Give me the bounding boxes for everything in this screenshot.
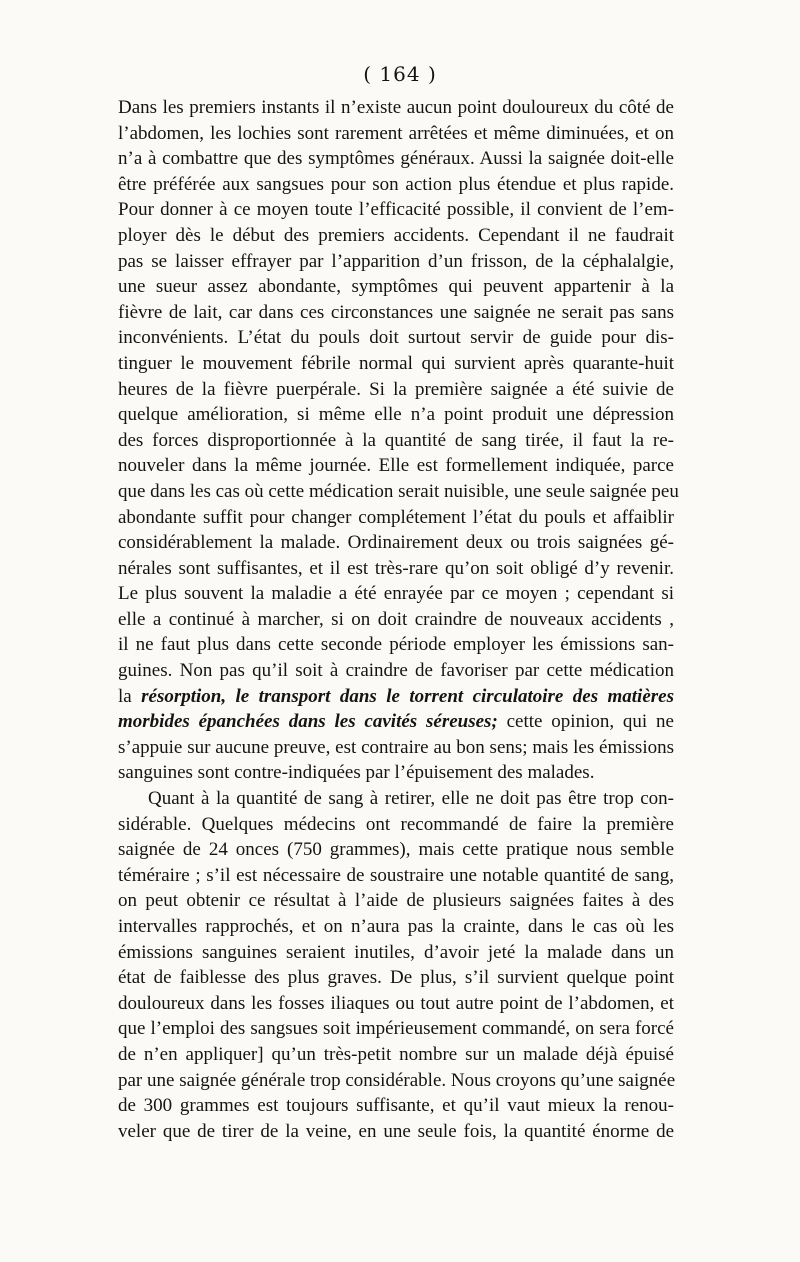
text-line-emphasis — [118, 684, 674, 710]
text-line: Quant à la quantité de sang à retirer, elle ne doit pas être trop con- — [148, 788, 674, 810]
paragraph-2 — [118, 786, 674, 1144]
text-line: que l’emploi des sangsues soit impérieusement commandé, on sera forcé — [118, 1018, 674, 1040]
text-line: ployer dès le début des premiers accidents. Cependant il ne faudrait — [118, 224, 674, 246]
text-line: nouveler dans la même journée. Elle est formellement indiquée, parce — [118, 455, 674, 477]
text-line: état de faiblesse des plus graves. De plus, s’il survient quelque point — [118, 967, 674, 989]
text-line: n’a à combattre que des symptômes généraux. Aussi la saignée doit-elle — [118, 148, 674, 170]
text-line: de 300 grammes est toujours suffisante, et qu’il vaut mieux la renou- — [118, 1095, 674, 1117]
text-line: Dans les premiers instants il n’existe aucun point douloureux du côté de — [118, 97, 674, 118]
text-line: il ne faut plus dans cette seconde période employer les émissions san- — [118, 634, 674, 656]
text-line: fièvre de lait, car dans ces circonstances une saignée ne serait pas sans — [118, 301, 674, 323]
text-line: des forces disproportionnée à la quantité de sang tirée, il faut la re- — [118, 429, 674, 451]
text-line: abondante suffit pour changer complétement l’état du pouls et affaiblir — [118, 506, 674, 528]
paragraph-1 — [118, 95, 679, 786]
text-line: on peut obtenir ce résultat à l’aide de plusieurs saignées faites à des — [118, 890, 674, 912]
text-line-emphasis — [118, 709, 674, 735]
text-line: par une saignée générale trop considérable. Nous croyons qu’une saignée — [118, 1069, 676, 1091]
text-line: considérablement la malade. Ordinairement deux ou trois saignées gé- — [118, 532, 674, 554]
text-line: une sueur assez abondante, symptômes qui peuvent appartenir à la — [118, 276, 674, 298]
text-line: sidérable. Quelques médecins ont recommandé de faire la première — [118, 813, 674, 835]
text-line: nérales sont suffisantes, et il est très-rare qu’on soit obligé d’y revenir. — [118, 557, 674, 579]
text-line: de n’en appliquer] qu’un très-petit nombre sur un malade déjà épuisé — [118, 1043, 674, 1065]
text-line: elle a continué à marcher, si on doit craindre de nouveaux accidents , — [118, 608, 674, 630]
text-line: intervalles rapprochés, et on n’aura pas la crainte, dans le cas où les — [118, 916, 674, 937]
text-line: être préférée aux sangsues pour son action plus étendue et plus rapide. — [118, 173, 674, 195]
text-line: s’appuie sur aucune preuve, est contraire au bon sens; mais les émissions — [118, 736, 674, 758]
text-line: guines. Non pas qu’il soit à craindre de favoriser par cette médication — [118, 660, 674, 682]
text-fragment: la — [118, 685, 142, 707]
text-line: l’abdomen, les lochies sont rarement arrêtées et même diminuées, et on — [118, 122, 674, 144]
text-line: pas se laisser effrayer par l’apparition d’un frisson, de la céphalalgie, — [118, 250, 674, 272]
text-line: émissions sanguines seraient inutiles, d’avoir jeté la malade dans un — [118, 941, 674, 963]
text-line: inconvénients. L’état du pouls doit surtout servir de guide pour dis- — [118, 327, 674, 349]
text-line: veler que de tirer de la veine, en une seule fois, la quantité énorme de — [118, 1120, 674, 1142]
text-line: Pour donner à ce moyen toute l’efficacité possible, il convient de l’em- — [118, 199, 674, 221]
text-line: téméraire ; s’il est nécessaire de soustraire une notable quantité de sang, — [118, 864, 674, 886]
text-line: heures de la fièvre puerpérale. Si la première saignée a été suivie de — [118, 378, 674, 400]
text-line: saignée de 24 onces (750 grammes), mais cette pratique nous semble — [118, 839, 674, 861]
text-line: tinguer le mouvement fébrile normal qui survient après quarante-huit — [118, 352, 674, 374]
text-line: sanguines sont contre-indiquées par l’épuisement des malades. — [118, 762, 595, 784]
text-line: quelque amélioration, si même elle n’a point produit une dépression — [118, 404, 674, 426]
emphasized-text: morbides épanchées dans les cavités séreuses; — [118, 711, 498, 733]
emphasized-text: résorption, le transport dans le torrent circulatoire des matières — [141, 685, 674, 707]
text-line: douloureux dans les fosses iliaques ou tout autre point de l’abdomen, et — [118, 992, 674, 1014]
text-line: Le plus souvent la maladie a été enrayée par ce moyen ; cependant si — [118, 583, 674, 605]
body-text — [118, 95, 679, 1144]
text-fragment: cette opinion, qui ne — [497, 711, 674, 733]
page-number: ( 164 ) — [363, 62, 437, 86]
text-line: que dans les cas où cette médication serait nuisible, une seule saignée peu — [118, 480, 679, 502]
